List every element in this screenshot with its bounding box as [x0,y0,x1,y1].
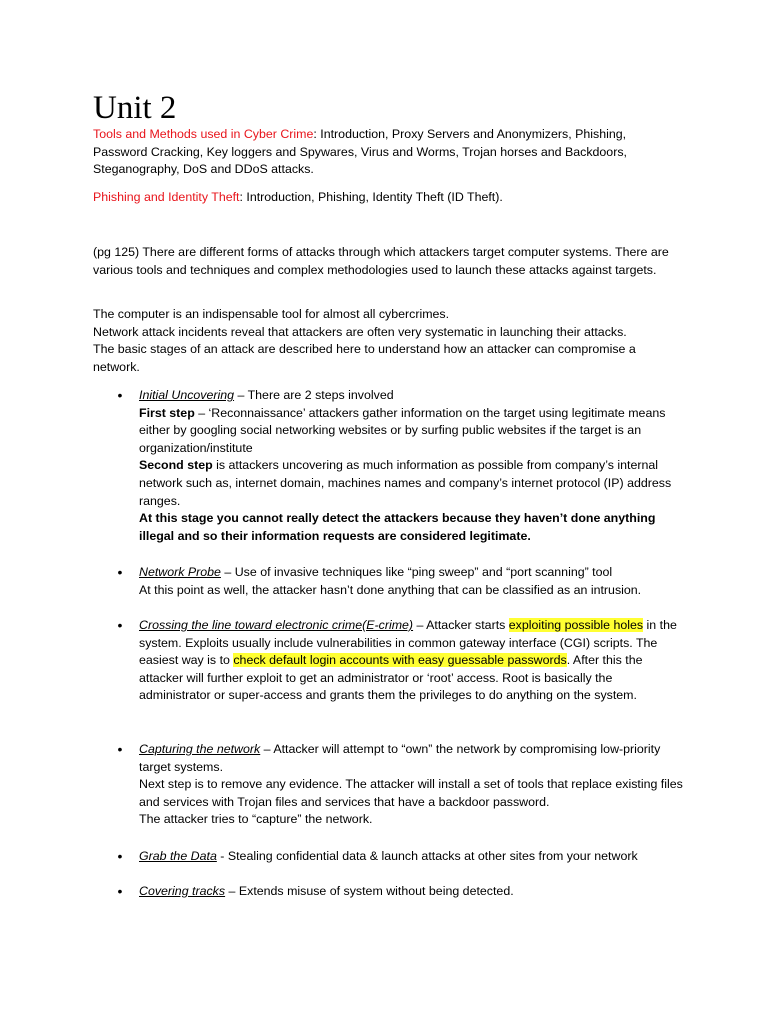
paragraph-line: The computer is an indispensable tool for almost all cybercrimes. [93,307,450,321]
stage-network-probe [117,564,684,599]
stage-term: Crossing the line toward electronic crime(E-crime) [139,618,414,632]
stage-initial-uncovering [117,387,684,545]
paragraph-line: Network attack incidents reveal that attackers are often very systematic in launching their attacks. [93,324,627,339]
bullet-icon: • [117,564,123,580]
stage-term: Capturing the network [139,742,261,756]
first-step-label: First step [139,405,195,420]
first-step-text: – ‘Reconnaissance’ attackers gather information on the target using legitimate means either by googling social networking websites or by surfing public websites if the target is an organization/institute [139,405,666,455]
stage-line: Next step is to remove any evidence. The attacker will install a set of tools that replace existing files and services with Trojan files and services that have a backdoor password. [139,777,683,809]
stage-paragraph [139,617,684,705]
page-title: Unit 2 [93,90,177,126]
highlight-text: check default login accounts with easy guessable passwords [233,653,567,668]
bullet-icon: • [117,883,123,899]
stage-heading [139,848,684,866]
second-step-text: is attackers uncovering as much information as possible from company’s internal network such as, internet domain, machines names and company’s internet protocol (IP) address ranges. [139,458,672,508]
stage-term: Initial Uncovering [139,388,235,402]
topic-text: : Introduction, Phishing, Identity Theft (ID Theft). [239,190,503,204]
stage-heading [139,883,684,901]
stage-heading [139,387,684,405]
stage-desc: in the system. Exploits usually include vulnerabilities in common gateway interface (CGI) scripts. The easiest way is to [139,618,677,668]
overview-paragraph [93,306,679,376]
stage-crossing-line [117,617,684,705]
stage-line: At this point as well, the attacker hasn’t done anything that can be classified as an intrusion. [139,582,642,597]
bullet-icon: • [117,848,123,864]
stage-heading [139,564,684,582]
stage-desc: – There are 2 steps involved [234,388,394,402]
bullet-icon: • [117,617,123,633]
stage-covering-tracks [117,883,684,901]
stage-grab-data [117,848,684,866]
stage-note [139,510,684,545]
first-step [139,405,684,458]
stage-heading [139,741,684,776]
bullet-icon: • [117,387,123,403]
stage-term: Network Probe [139,565,221,579]
topic-heading: Phishing and Identity Theft [93,190,240,204]
highlight-text: exploiting possible holes [508,618,644,632]
stage-desc: – Use of invasive techniques like “ping sweep” and “port scanning” tool [220,565,613,579]
second-step-label: Second step [139,458,213,473]
stage-desc: - Stealing confidential data & launch attacks at other sites from your network [216,849,638,863]
stage-term: Covering tracks [139,884,226,898]
topic-heading: Tools and Methods used in Cyber Crime [93,127,314,141]
second-step [139,457,684,510]
stage-capturing-network [117,741,684,829]
topic-tools [93,126,679,179]
stage-note-text: At this stage you cannot really detect the attackers because they haven’t done anything illegal and so their information requests are considered legitimate. [139,511,656,543]
paragraph-line: The basic stages of an attack are described here to understand how an attacker can compromise a network. [93,342,636,374]
stage-desc: – Attacker starts [413,618,509,632]
stage-desc: – Extends misuse of system without being detected. [225,884,514,898]
stage-term: Grab the Data [139,849,217,863]
topic-phishing [93,189,679,207]
stage-desc: – Attacker will attempt to “own” the network by compromising low-priority target systems. [139,742,661,774]
intro-paragraph: (pg 125) There are different forms of attacks through which attackers target computer systems. There are various tools and techniques and complex methodologies used to launch these attacks against targets. [93,245,669,277]
stage-desc: . After this the attacker will further exploit to get an administrator or ‘root’ access. Root is basically the administrator or super-access and grants them the privileges to do anything on the system. [139,653,643,703]
stage-line: The attacker tries to “capture” the network. [139,812,373,827]
bullet-icon: • [117,741,123,757]
topic-text: : Introduction, Proxy Servers and Anonymizers, Phishing, Password Cracking, Key loggers and Spywares, Virus and Worms, Trojan horses and Backdoors, Steganography, DoS and DDoS attacks. [93,127,627,177]
